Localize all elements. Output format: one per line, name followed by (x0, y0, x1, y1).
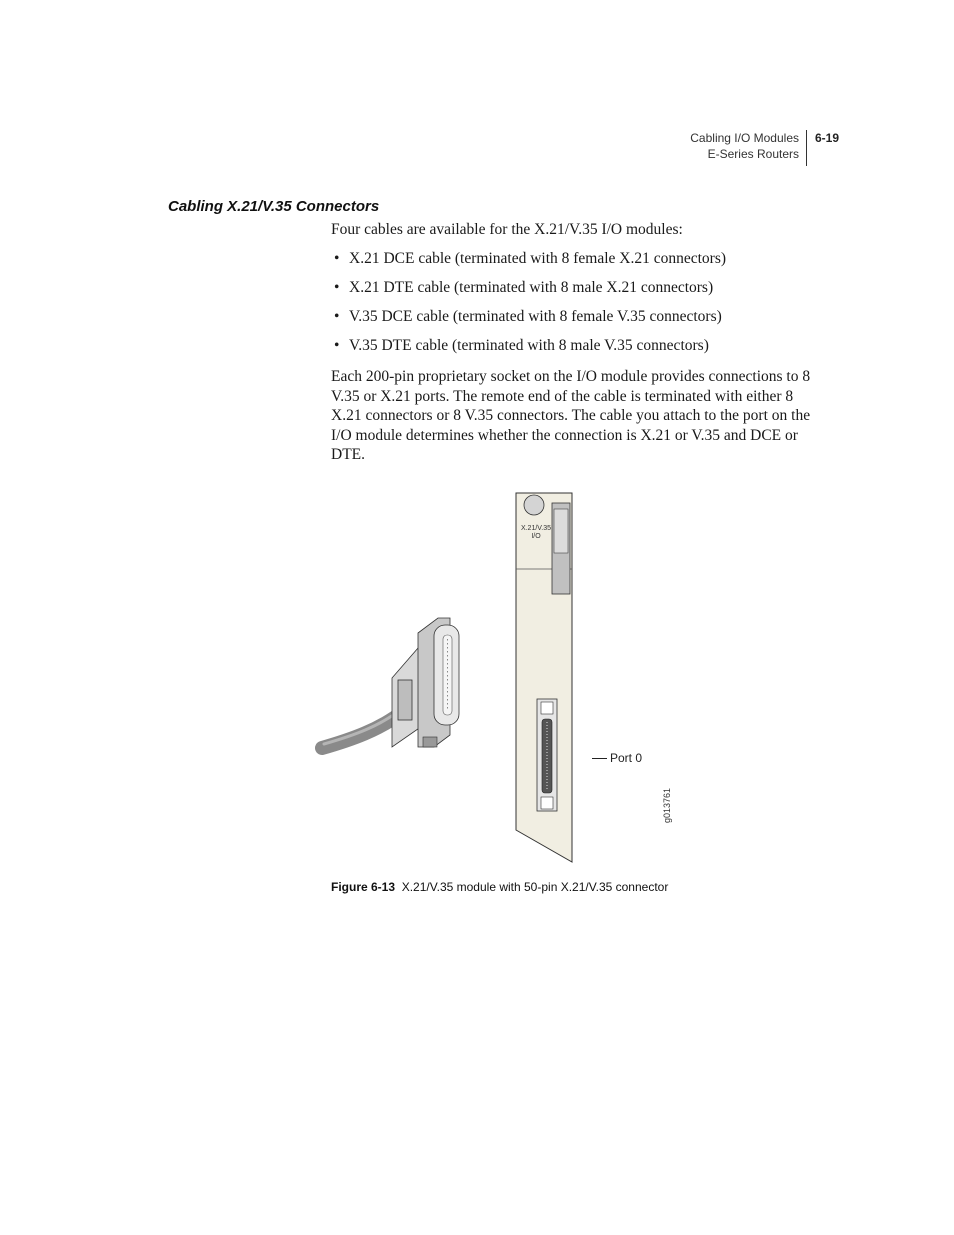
connector-strain-relief (398, 680, 412, 720)
port-label-text: Port 0 (610, 751, 643, 765)
callout-line (592, 758, 607, 759)
header-divider (806, 130, 807, 166)
page-number: 6-19 (815, 131, 840, 145)
cable-list (331, 249, 821, 356)
body-paragraph: Each 200-pin proprietary socket on the I/O module provides connections to 8 V.35 or X.21 ports. The remote end of the cable is terminated with either 8 X.21 connectors or 8 V.35 connectors. The cable you attach to the port on the I/O module determines whether the connection is X.21 or V.35 and DCE or DTE. (331, 368, 811, 463)
running-header (560, 130, 840, 166)
module-label-line1: X.21/V.35 (520, 525, 552, 532)
module-label-line2: I/O (531, 533, 541, 540)
chapter-title: Cabling I/O Modules (690, 131, 799, 145)
module-label (516, 525, 556, 541)
figure-id-text: g013761 (662, 787, 672, 823)
running-header-titles (690, 130, 799, 162)
bullet-icon: • (334, 249, 340, 267)
bullet-icon: • (334, 307, 340, 325)
port-label (592, 751, 642, 765)
connector-thumbscrew (423, 737, 437, 747)
bullet-icon: • (334, 278, 340, 296)
module-led (524, 495, 544, 515)
intro-paragraph: Four cables are available for the X.21/V.35 I/O modules: (331, 221, 683, 238)
list-item-text: X.21 DTE cable (terminated with 8 male X.21 connectors) (349, 278, 714, 296)
product-name: E-Series Routers (707, 147, 799, 161)
module-connector-drawing (310, 485, 710, 870)
list-item (331, 307, 821, 327)
list-item (331, 278, 821, 298)
figure-caption (331, 880, 668, 894)
list-item (331, 336, 821, 356)
caption-text: X.21/V.35 module with 50-pin X.21/V.35 connector (401, 880, 669, 894)
list-item-text: X.21 DCE cable (terminated with 8 female X.21 connectors) (349, 249, 727, 267)
section-body (331, 220, 821, 465)
list-item-text: V.35 DCE cable (terminated with 8 female V.35 connectors) (349, 307, 722, 325)
section-title: Cabling X.21/V.35 Connectors (168, 198, 380, 215)
list-item-text: V.35 DTE cable (terminated with 8 male V.35 connectors) (349, 336, 709, 354)
figure-id (662, 788, 672, 823)
figure-illustration (310, 485, 710, 870)
caption-number: Figure 6-13 (331, 880, 396, 894)
list-item (331, 249, 821, 269)
bullet-icon: • (334, 336, 340, 354)
